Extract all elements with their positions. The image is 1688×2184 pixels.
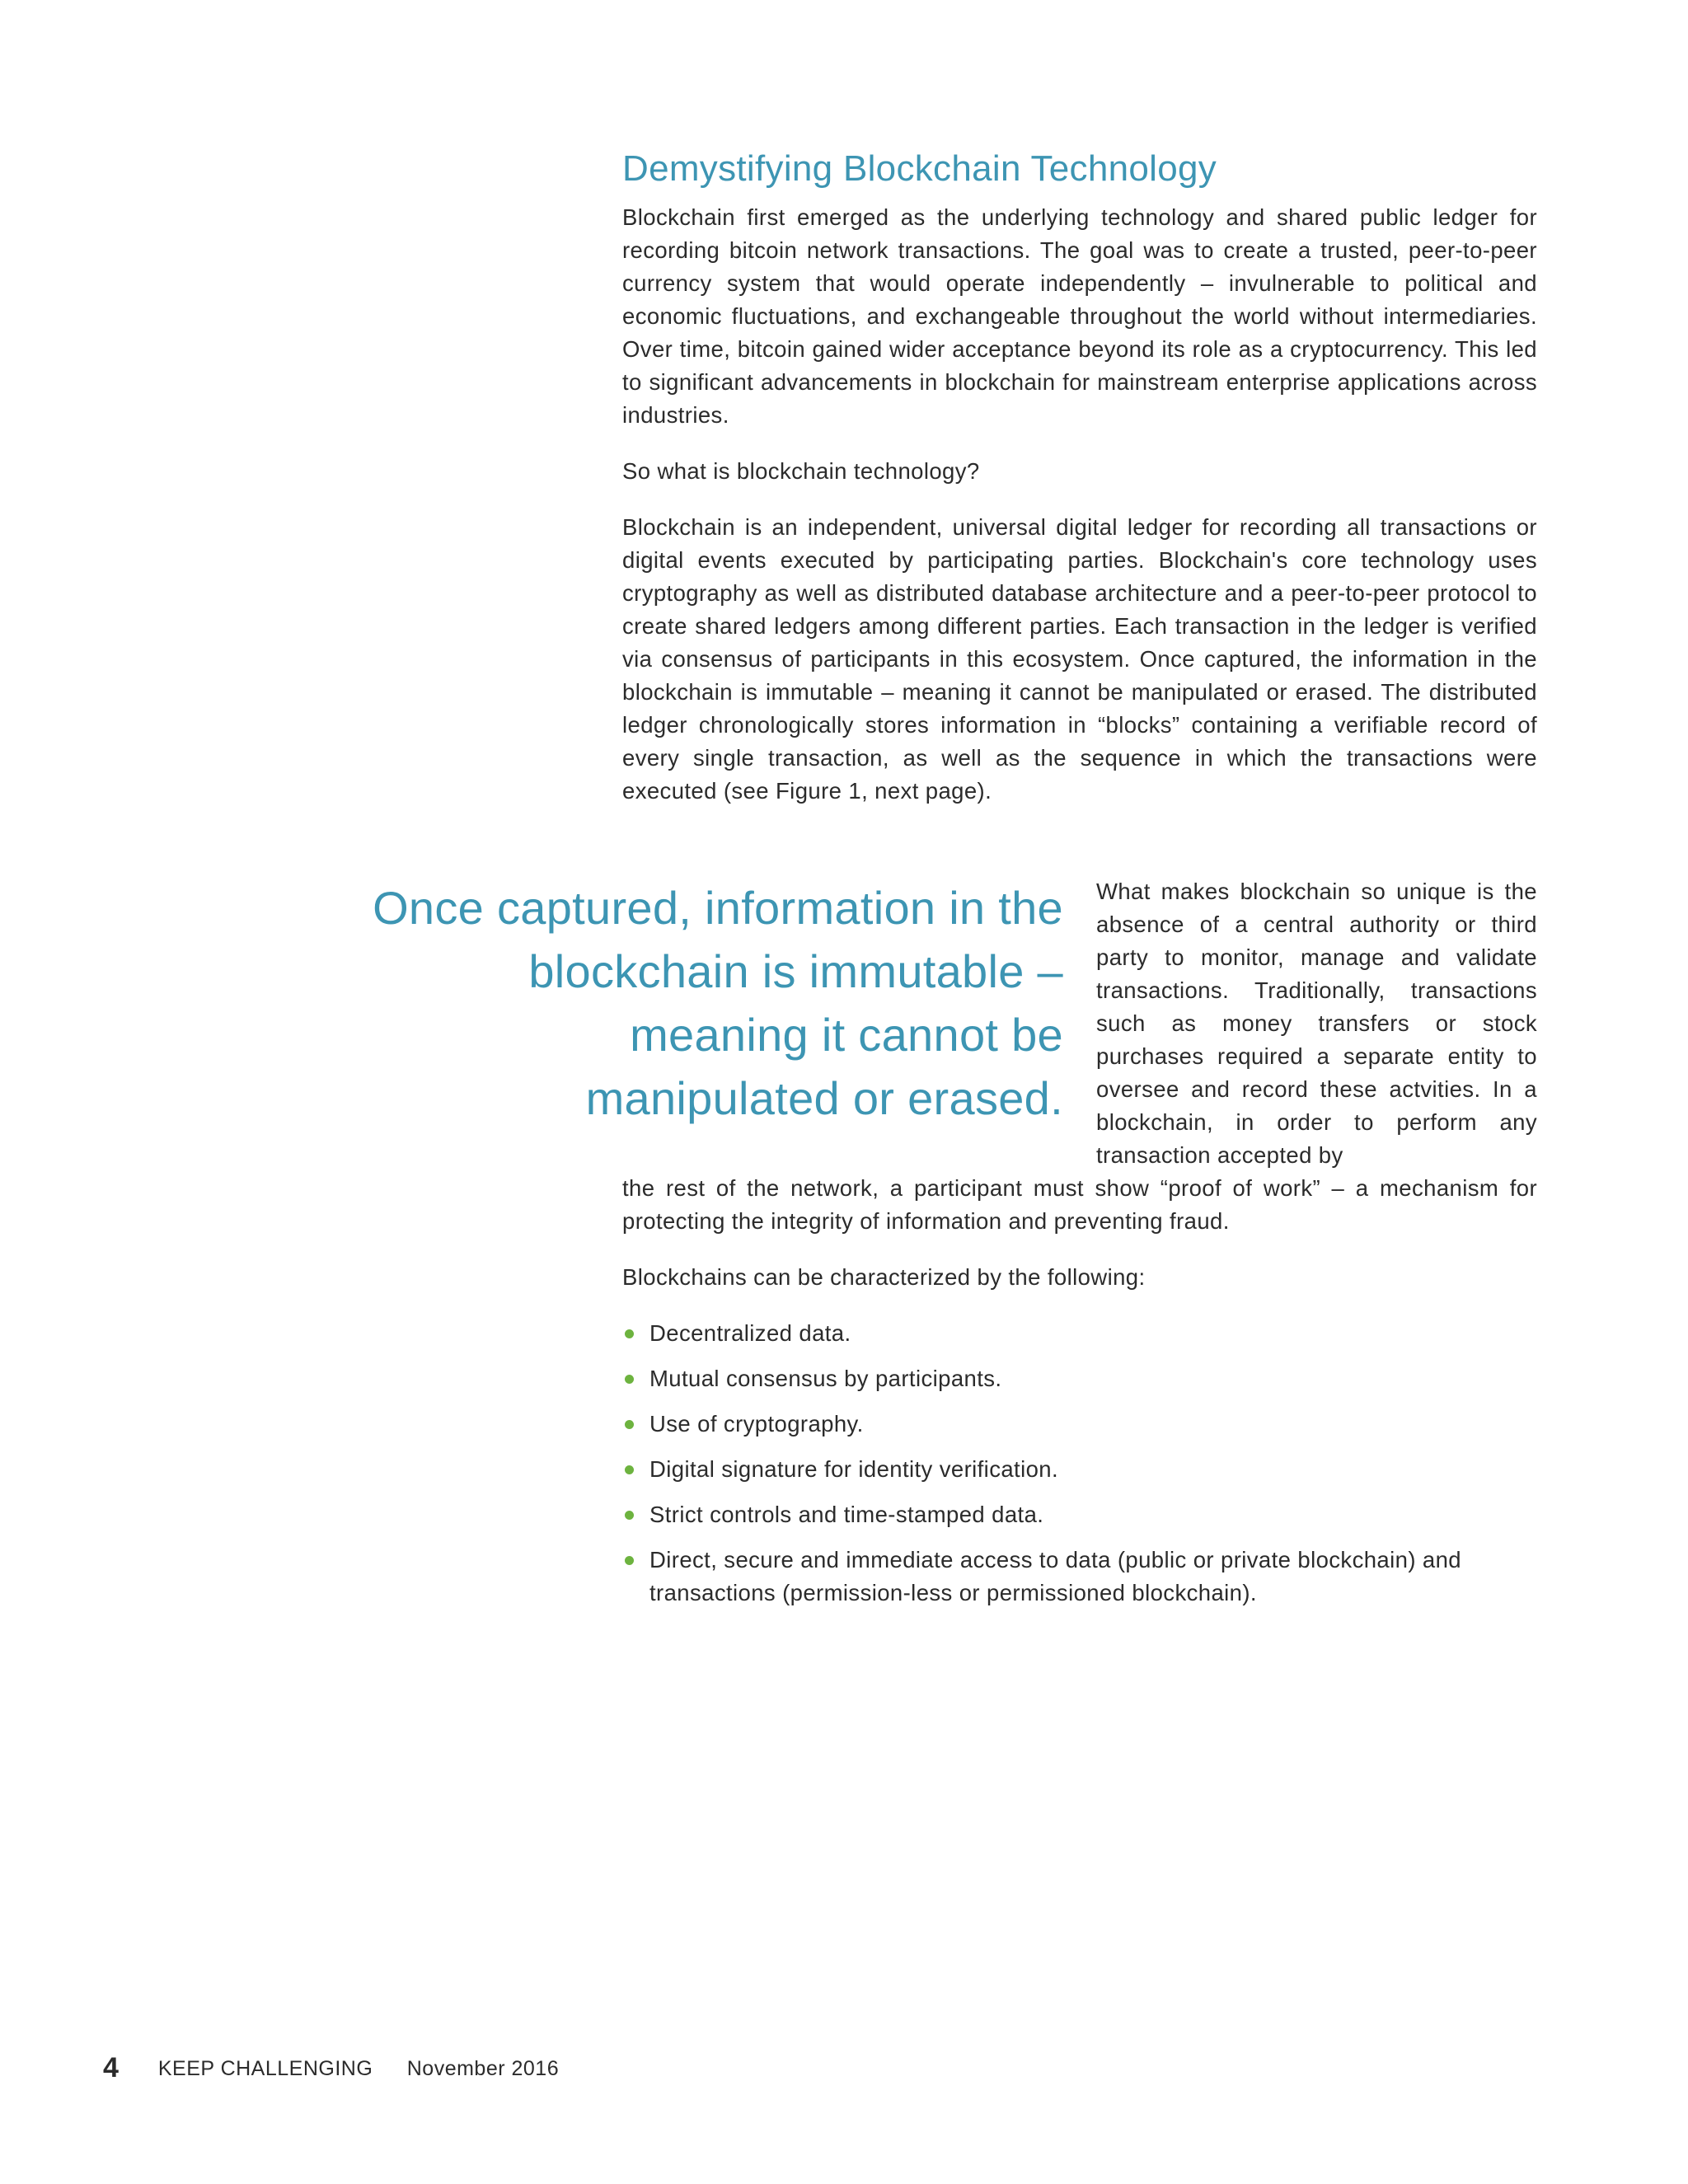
page-number: 4 xyxy=(103,2052,120,2083)
pull-quote: Once captured, information in the blockchain is immutable – meaning it cannot be manipulated or erased. xyxy=(373,882,1063,1124)
bullet-dot-icon xyxy=(625,1465,634,1474)
bullet-dot-icon xyxy=(625,1375,634,1384)
paragraph-question: So what is blockchain technology? xyxy=(622,458,980,484)
list-item: Strict controls and time-stamped data. xyxy=(622,1498,1537,1531)
bullet-dot-icon xyxy=(625,1511,634,1520)
bullet-dot-icon xyxy=(625,1329,634,1338)
list-item: Decentralized data. xyxy=(622,1317,1537,1350)
side-column xyxy=(1096,875,1537,1172)
page-footer xyxy=(103,2052,559,2084)
paragraph-proof-of-work: the rest of the network, a participant must show “proof of work” – a mechanism for protecting the integrity of information and preventing fraud. xyxy=(622,1175,1537,1234)
publication-name: KEEP CHALLENGING xyxy=(157,2057,373,2080)
bullet-dot-icon xyxy=(625,1556,634,1565)
list-item: Digital signature for identity verification. xyxy=(622,1453,1537,1486)
paragraph-unique: What makes blockchain so unique is the absence of a central authority or third party to monitor, manage and validate transactions. Traditionally, transactions such as money transfers or stock purchases required a separate entity to oversee and record these actvities. In a blockchain, in order to perform any transaction accepted by xyxy=(1096,879,1537,1168)
article-heading: Demystifying Blockchain Technology xyxy=(622,148,1217,189)
paragraph-intro: Blockchain first emerged as the underlying technology and shared public ledger for recording bitcoin network transactions. The goal was to create a trusted, peer-to-peer currency system that would operate independently – invulnerable to political and economic fluctuations, and exchangeable throughout the world without intermediaries. Over time, bitcoin gained wider acceptance beyond its role as a cryptocurrency. This led to significant advancements in blockchain for mainstream enterprise applications across industries. xyxy=(622,204,1537,428)
paragraph-list-intro: Blockchains can be characterized by the following: xyxy=(622,1264,1146,1290)
list-item: Mutual consensus by participants. xyxy=(622,1362,1537,1395)
list-item: Direct, secure and immediate access to data (public or private blockchain) and transactions (permission-less or permissioned blockchain). xyxy=(622,1544,1537,1610)
paragraph-definition: Blockchain is an independent, universal digital ledger for recording all transactions or digital events executed by participating parties. Blockchain's core technology uses cryptography as well as distributed database architecture and a peer-to-peer protocol to create shared ledgers among different parties. Each transaction in the ledger is verified via consensus of participants in this ecosystem. Once captured, the information in the blockchain is immutable – meaning it cannot be manipulated or erased. The distributed ledger chronologically stores information in “blocks” containing a verifiable record of every single transaction, as well as the sequence in which the transactions were executed (see Figure 1, next page). xyxy=(622,514,1537,804)
characteristics-list xyxy=(622,1317,1537,1610)
bullet-dot-icon xyxy=(625,1420,634,1429)
list-item: Use of cryptography. xyxy=(622,1408,1537,1441)
publication-date: November 2016 xyxy=(406,2057,560,2080)
article-main-column xyxy=(622,148,1537,831)
article-continued xyxy=(622,1172,1537,1622)
